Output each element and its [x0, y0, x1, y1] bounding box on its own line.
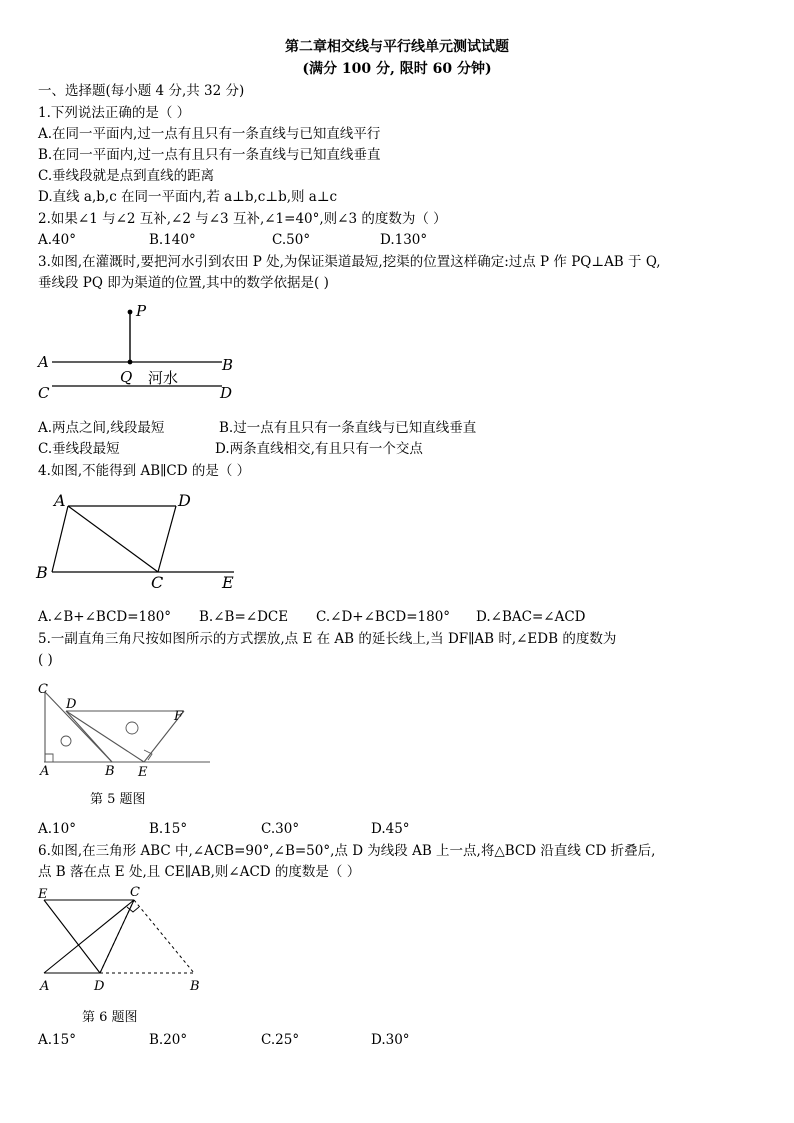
label-a: A — [54, 491, 66, 510]
q3-figure — [30, 298, 250, 408]
label-c: C — [151, 573, 164, 592]
label-a: A — [38, 353, 49, 371]
label-d: D — [66, 697, 77, 712]
q5-figure — [34, 680, 218, 782]
q6-stem-line1: 6.如图,在三角形 ABC 中,∠ACB=90°,∠B=50°,点 D 为线段 AB 上一点,将△BCD 沿直线 CD 折叠后, — [38, 843, 656, 859]
label-d: D — [220, 384, 233, 402]
page-title: 第二章相交线与平行线单元测试试题 — [285, 39, 509, 55]
q6-stem-line2: 点 B 落在点 E 处,且 CE∥AB,则∠ACD 的度数是（ ） — [38, 864, 361, 880]
q5-option-a: A.10° — [38, 821, 76, 837]
q3-option-b: B.过一点有且只有一条直线与已知直线垂直 — [219, 420, 477, 436]
q4-option-c: C.∠D+∠BCD=180° — [316, 609, 451, 625]
label-c: C — [130, 885, 140, 900]
q2-option-c: C.50° — [272, 232, 311, 248]
q1-option-d: D.直线 a,b,c 在同一平面内,若 a⊥b,c⊥b,则 a⊥c — [38, 189, 338, 205]
q3-stem-line2: 垂线段 PQ 即为渠道的位置,其中的数学依据是( ) — [38, 275, 329, 291]
label-a: A — [40, 764, 50, 779]
q3-option-c: C.垂线段最短 — [38, 441, 120, 457]
right-angle-e — [144, 750, 152, 760]
segment-ca — [44, 900, 134, 973]
label-q: Q — [120, 368, 133, 386]
q4-option-a: A.∠B+∠BCD=180° — [38, 609, 172, 625]
right-angle-a — [45, 754, 53, 762]
label-a: A — [40, 979, 50, 994]
q5-option-c: C.30° — [261, 821, 300, 837]
segment-ab — [52, 506, 68, 572]
label-f: F — [174, 709, 184, 724]
label-d: D — [94, 979, 105, 994]
q5-stem-line2: ( ) — [38, 652, 53, 668]
q6-figure — [34, 880, 214, 996]
q2-option-d: D.130° — [380, 232, 428, 248]
q1-option-a: A.在同一平面内,过一点有且只有一条直线与已知直线平行 — [38, 126, 381, 142]
label-e: E — [138, 765, 148, 780]
q1-option-b: B.在同一平面内,过一点有且只有一条直线与已知直线垂直 — [38, 147, 381, 163]
q6-option-c: C.25° — [261, 1032, 300, 1048]
q2-option-b: B.140° — [149, 232, 196, 248]
q3-stem-line1: 3.如图,在灌溉时,要把河水引到农田 P 处,为保证渠道最短,挖渠的位置这样确定:过点 P 作 PQ⊥AB 于 Q, — [38, 254, 661, 270]
label-b: B — [222, 356, 234, 374]
label-p: P — [136, 302, 147, 320]
q4-figure — [30, 486, 250, 598]
label-d: D — [178, 491, 191, 510]
q4-option-b: B.∠B=∠DCE — [199, 609, 289, 625]
point-p — [128, 310, 133, 315]
label-b: B — [105, 764, 115, 779]
label-river: 河水 — [148, 369, 179, 387]
label-c: C — [38, 682, 48, 697]
segment-ac — [68, 506, 158, 572]
segment-cb-dashed — [134, 900, 194, 973]
segment-dc — [158, 506, 176, 572]
q4-stem: 4.如图,不能得到 AB∥CD 的是（ ） — [38, 463, 251, 479]
page-subtitle: (满分 100 分, 限时 60 分钟) — [302, 61, 492, 77]
q5-option-b: B.15° — [149, 821, 188, 837]
q6-option-b: B.20° — [149, 1032, 188, 1048]
label-e: E — [38, 887, 48, 902]
q2-option-a: A.40° — [38, 232, 76, 248]
q6-option-d: D.30° — [371, 1032, 410, 1048]
q2-stem: 2.如果∠1 与∠2 互补,∠2 与∠3 互补,∠1=40°,则∠3 的度数为（ ） — [38, 211, 447, 227]
hole-circle-2 — [126, 722, 138, 734]
label-c: C — [38, 384, 50, 402]
section-heading: 一、选择题(每小题 4 分,共 32 分) — [38, 83, 245, 99]
q3-option-d: D.两条直线相交,有且只有一个交点 — [215, 441, 423, 457]
q5-option-d: D.45° — [371, 821, 410, 837]
q3-option-a: A.两点之间,线段最短 — [38, 420, 165, 436]
q6-figure-caption: 第 6 题图 — [82, 1010, 138, 1025]
hole-circle-1 — [61, 736, 71, 746]
q5-figure-caption: 第 5 题图 — [90, 792, 146, 807]
q1-stem: 1.下列说法正确的是（ ） — [38, 105, 191, 121]
q6-option-a: A.15° — [38, 1032, 76, 1048]
label-b: B — [190, 979, 200, 994]
q5-stem-line1: 5.一副直角三角尺按如图所示的方式摆放,点 E 在 AB 的延长线上,当 DF∥AB 时,∠EDB 的度数为 — [38, 631, 617, 647]
segment-de — [44, 900, 100, 973]
label-b: B — [36, 563, 48, 582]
q4-option-d: D.∠BAC=∠ACD — [476, 609, 586, 625]
label-e: E — [222, 573, 234, 592]
q1-option-c: C.垂线段就是点到直线的距离 — [38, 168, 215, 184]
